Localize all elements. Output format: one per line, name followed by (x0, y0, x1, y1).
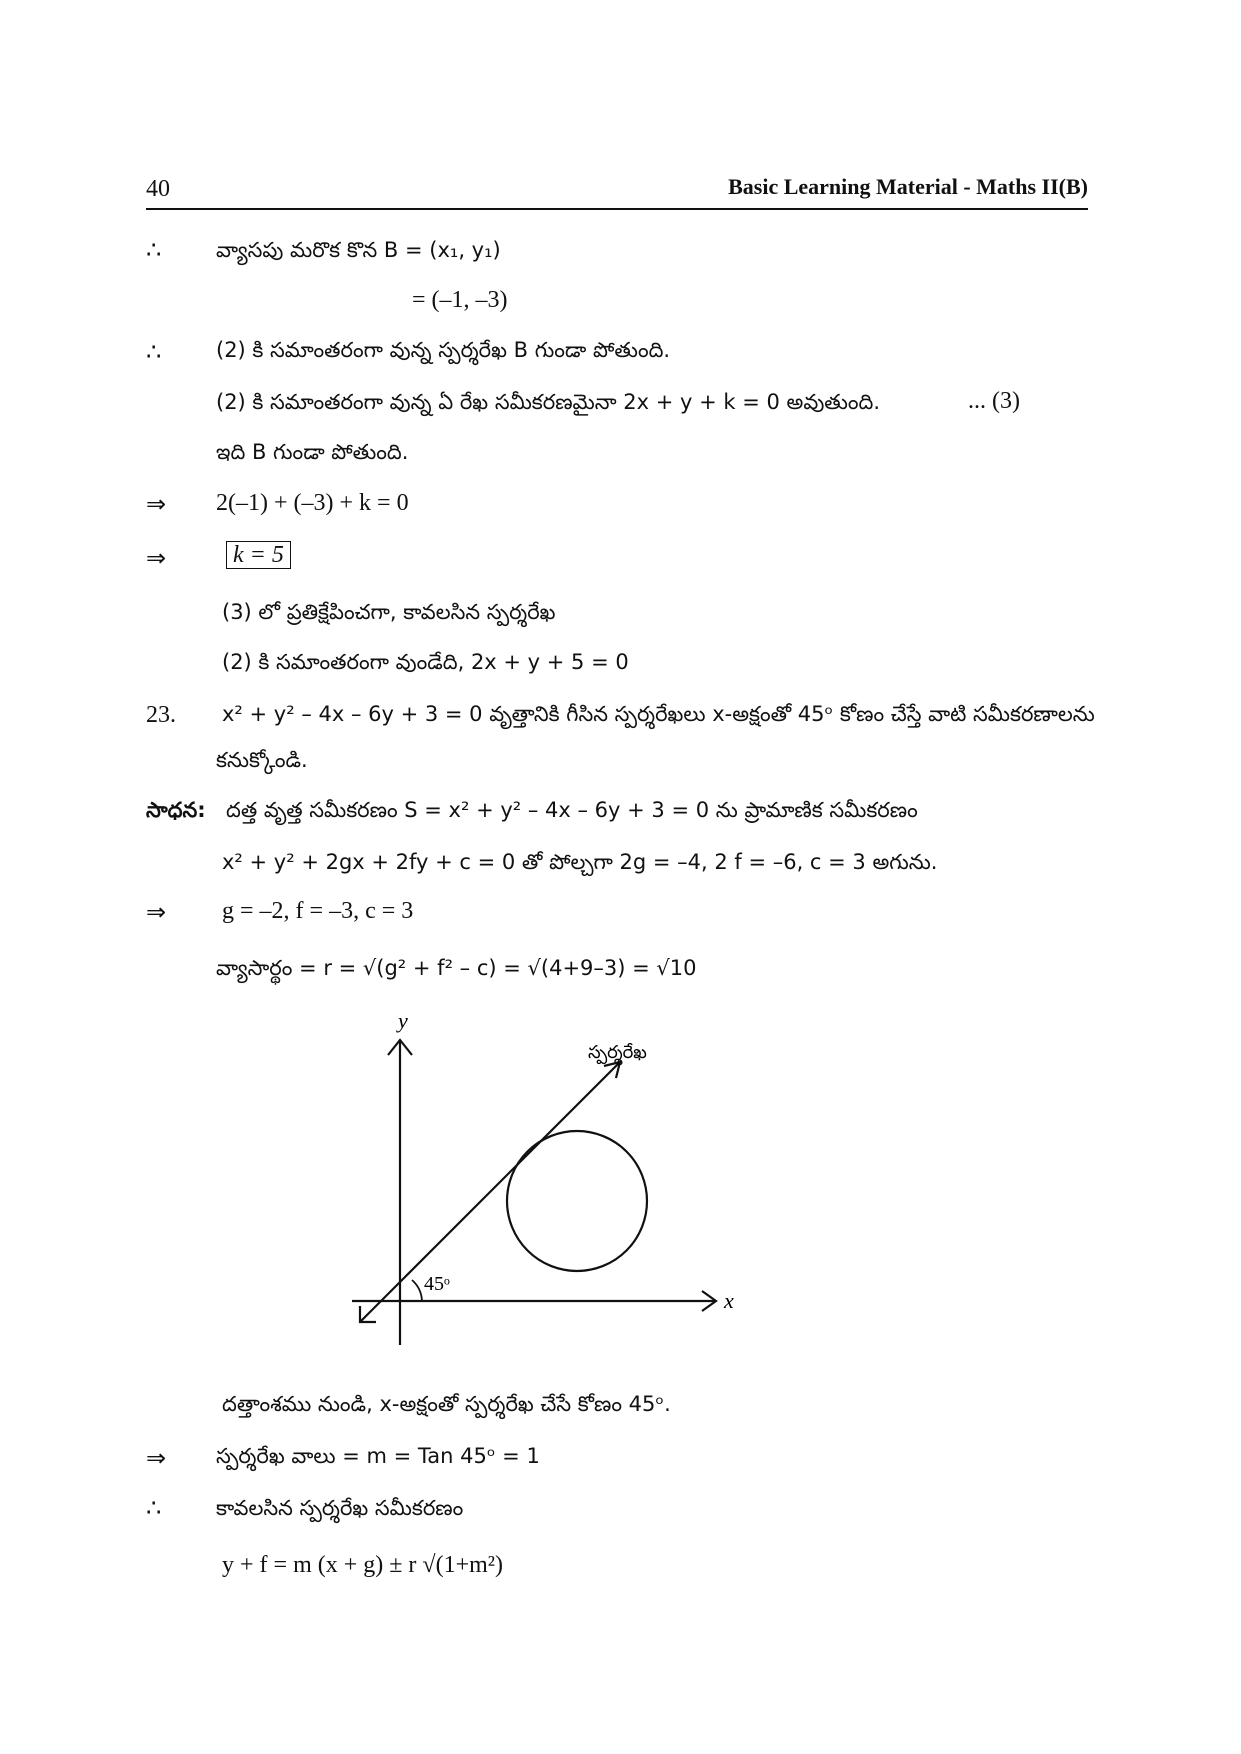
parallel-line-equation: (2) కి సమాంతరంగా వున్న ఏ రేఖ సమీకరణమైనా 2x + y + k = 0 అవుతుంది. (216, 390, 881, 414)
boxed-k: k = 5 (226, 541, 291, 569)
required-tangent-line: కావలసిన స్పర్శరేఖ సమీకరణం (216, 1496, 464, 1520)
equation-ref-3: ... (3) (968, 388, 1020, 414)
gfc-values: g = –2, f = –3, c = 3 (222, 898, 414, 924)
page-number: 40 (146, 176, 170, 202)
therefore-symbol: ∴ (146, 236, 162, 264)
implies-symbol: ⇒ (146, 898, 167, 926)
question-text: x² + y² – 4x – 6y + 3 = 0 వృత్తానికి గీసిన స్పర్శరేఖలు x-అక్షంతో 45ᵒ కోణం చేస్తే వాటి సమీకరణాలను (222, 702, 1095, 726)
therefore-symbol: ∴ (146, 1494, 162, 1522)
page-header-title: Basic Learning Material - Maths II(B) (728, 174, 1088, 199)
therefore-symbol: ∴ (146, 338, 162, 366)
slope-equation: స్పర్శరేఖ వాలు = m = Tan 45ᵒ = 1 (216, 1444, 540, 1468)
tangent-result-line: (2) కి సమాంతరంగా వుండేది, 2x + y + 5 = 0 (222, 650, 629, 674)
implies-symbol: ⇒ (146, 490, 167, 518)
tangent-formula: y + f = m (x + g) ± r √(1+m²) (222, 1552, 503, 1578)
implies-symbol: ⇒ (146, 544, 167, 572)
passes-through-b-line: ఇది B గుండా పోతుంది. (216, 440, 409, 464)
solution-text: దత్త వృత్త సమీకరణం S = x² + y² – 4x – 6y + 3 = 0 ను ప్రామాణిక సమీకరణం (226, 798, 918, 822)
substitution-equation: 2(–1) + (–3) + k = 0 (216, 490, 409, 516)
given-angle-line: దత్తాంశము నుండి, x-అక్షంతో స్పర్శరేఖ చేసే కోణం 45ᵒ. (222, 1392, 671, 1416)
implies-symbol: ⇒ (146, 1444, 167, 1472)
tangent-label: స్పర్శరేఖ (588, 1042, 647, 1063)
point-b-value: = (–1, –3) (412, 287, 508, 313)
question-text-cont: కనుక్కోండి. (216, 748, 308, 772)
solution-label: సాధన: (146, 798, 206, 822)
circle (507, 1131, 647, 1271)
x-axis-label: x (724, 1288, 734, 1313)
diameter-end-line: వ్యాసపు మరొక కొన B = (x₁, y₁) (216, 238, 501, 262)
radius-equation: వ్యాసార్థం = r = √(g² + f² – c) = √(4+9–3) = √10 (216, 956, 697, 980)
compare-standard-form: x² + y² + 2gx + 2fy + c = 0 తో పోల్చగా 2g = –4, 2 f = –6, c = 3 అగును. (222, 850, 938, 874)
angle-label: 45ᵒ (424, 1273, 450, 1295)
substitute-line: (3) లో ప్రతిక్షేపించగా, కావలసిన స్పర్శరేఖ (222, 600, 556, 624)
tangent-through-b-line: (2) కి సమాంతరంగా వున్న స్పర్శరేఖ B గుండా పోతుంది. (216, 338, 671, 362)
question-number: 23. (146, 702, 176, 728)
y-axis-label: y (398, 1008, 408, 1033)
angle-arc (412, 1280, 422, 1301)
